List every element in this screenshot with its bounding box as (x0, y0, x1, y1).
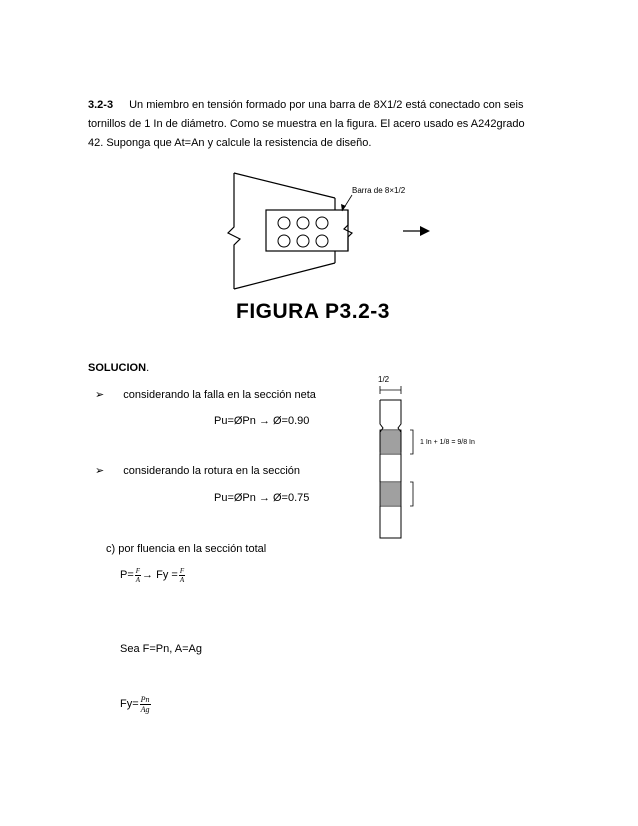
bar-label: Barra de 8×1/2 (352, 186, 406, 195)
equation-2: Pu=ØPn → Ø=0.75 (214, 492, 310, 504)
thickness-label: 1/2 (378, 375, 390, 384)
problem-statement (88, 96, 558, 153)
plate-top-edge (234, 173, 335, 198)
solution-item-c: c) por fluencia en la sección total (106, 543, 267, 555)
problem-line-1: 3.2-3 Un miembro en tensión formado por una barra de 8X1/2 está conectado con seis (88, 99, 524, 111)
bolt-hole-icon (316, 217, 328, 229)
hole-size-label: 1 In + 1/8 = 9/8 In (420, 439, 475, 446)
bar-section-middle (380, 454, 401, 482)
equation-fy: Fy= $\frac{Pn}{Ag}$ (120, 694, 150, 714)
problem-number: 3.2-3 (88, 99, 114, 111)
solution-item-1: ➢ considerando la falla en la sección neta (95, 389, 316, 401)
equation-3: P= $\frac{F}{A}$ → Fy = $\frac{F}{A}$ (120, 566, 185, 584)
equation-1: Pu=ØPn → Ø=0.90 (214, 415, 310, 427)
problem-line-3: 42. Suponga que At=An y calcule la resistencia de diseño. (88, 137, 372, 149)
solution-heading: SOLUCION. (88, 362, 150, 374)
hatched-hole-zone-1 (380, 430, 401, 454)
plate-left-edge (228, 173, 240, 289)
fraction-pn-over-ag: $\frac{Pn}{Ag}$ (140, 694, 150, 714)
hole-bracket-2 (410, 482, 413, 506)
tension-arrow-icon (420, 226, 430, 236)
bolt-hole-icon (297, 217, 309, 229)
bullet-arrow-icon: ➢ (95, 389, 105, 401)
hatched-hole-zone-2 (380, 482, 401, 506)
bolt-hole-icon (297, 235, 309, 247)
bullet-arrow-icon: ➢ (95, 465, 105, 477)
hole-bracket-1 (410, 430, 413, 454)
bar-section-figure (360, 372, 500, 542)
bolt-hole-icon (278, 217, 290, 229)
problem-line-2: tornillos de 1 In de diámetro. Como se muestra en la figura. El acero usado es A242grado (88, 118, 525, 130)
bar-section-bottom (380, 506, 401, 538)
solution-item-2: ➢ considerando la rotura en la sección (95, 465, 301, 477)
bolt-hole-icon (278, 235, 290, 247)
figure-caption: FIGURA P3.2-3 (236, 300, 390, 323)
sea-statement: Sea F=Pn, A=Ag (120, 643, 202, 655)
bolted-connection-figure (220, 165, 440, 295)
fraction-f-over-a: $\frac{F}{A}$ (179, 566, 185, 584)
plate-bottom-edge (234, 263, 335, 289)
bolt-hole-icon (316, 235, 328, 247)
fraction-f-over-a: $\frac{F}{A}$ (135, 566, 141, 584)
